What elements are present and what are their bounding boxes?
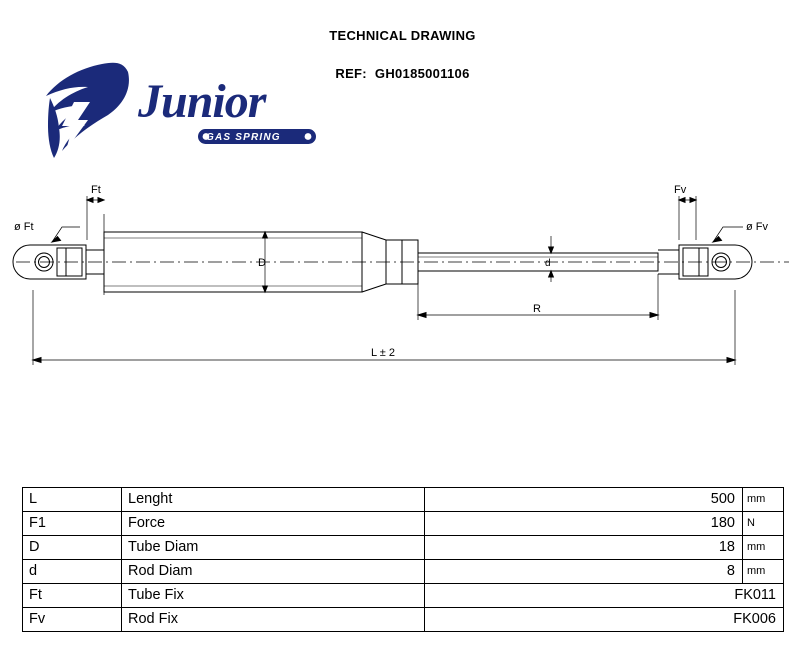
row-value: 180: [425, 512, 743, 536]
table-row: [23, 512, 784, 536]
label-stroke: R: [533, 303, 541, 315]
row-unit: mm: [743, 560, 784, 584]
logo-wordmark: Junior: [138, 75, 266, 128]
row-value: 18: [425, 536, 743, 560]
reference-value: GH0185001106: [374, 66, 470, 81]
row-value: FK006: [425, 608, 784, 632]
row-value: 8: [425, 560, 743, 584]
row-unit: mm: [743, 488, 784, 512]
label-length: L ± 2: [371, 347, 395, 359]
table-row: [23, 584, 784, 608]
junior-wing-icon: [28, 58, 138, 163]
table-row: [23, 560, 784, 584]
row-symbol: L: [23, 488, 122, 512]
fv-dimension: [679, 196, 696, 240]
row-description: Force: [122, 512, 425, 536]
row-description: Rod Fix: [122, 608, 425, 632]
reference-label: REF:: [335, 66, 367, 81]
table-row: [23, 608, 784, 632]
page-title: TECHNICAL DRAWING: [329, 28, 476, 43]
label-tube-diam: D: [258, 257, 266, 269]
row-symbol: Ft: [23, 584, 122, 608]
row-symbol: Fv: [23, 608, 122, 632]
phi-fv-leader: [713, 227, 743, 242]
table-row: [23, 536, 784, 560]
specification-table: [22, 487, 784, 632]
ft-dimension: [87, 198, 104, 203]
row-symbol: D: [23, 536, 122, 560]
row-value: FK011: [425, 584, 784, 608]
row-symbol: F1: [23, 512, 122, 536]
row-unit: mm: [743, 536, 784, 560]
row-description: Tube Fix: [122, 584, 425, 608]
row-description: Rod Diam: [122, 560, 425, 584]
table-row: [23, 488, 784, 512]
dimension-extension-lines: [33, 196, 735, 365]
gas-spring-drawing: [0, 170, 805, 410]
label-phi-fv: ø Fv: [746, 221, 768, 233]
logo-tagline: GAS SPRING: [206, 132, 281, 143]
label-ft-top: Ft: [91, 184, 101, 196]
label-phi-ft: ø Ft: [14, 221, 34, 233]
row-symbol: d: [23, 560, 122, 584]
row-value: 500: [425, 488, 743, 512]
row-unit: N: [743, 512, 784, 536]
label-rod-diam: d: [545, 258, 551, 269]
phi-ft-leader: [52, 227, 80, 242]
row-description: Lenght: [122, 488, 425, 512]
label-fv-top: Fv: [674, 184, 687, 196]
row-description: Tube Diam: [122, 536, 425, 560]
brand-logo: [28, 58, 308, 163]
